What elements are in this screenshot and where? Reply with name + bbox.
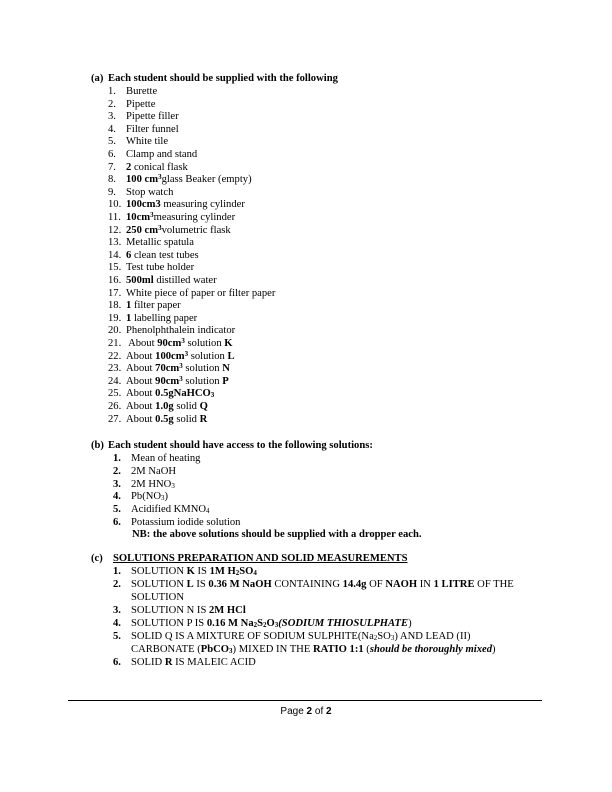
item-bold2: K — [224, 338, 233, 349]
item-text: glass Beaker (empty) — [161, 174, 252, 186]
list-item — [108, 288, 275, 300]
item-text: Metallic spatula — [126, 237, 194, 249]
list-item — [108, 136, 168, 148]
c-item-num: 2. — [113, 579, 121, 590]
item-bold: 100cm3 — [126, 199, 161, 211]
item-number: 6. — [113, 517, 121, 528]
c4-sub2: 2 — [263, 621, 267, 629]
c-item-num: 1. — [113, 566, 121, 577]
c4-sub3: 3 — [274, 621, 279, 629]
footer-page-total: 2 — [326, 706, 332, 717]
list-item — [113, 479, 175, 491]
footer-page-prefix: Page — [280, 706, 307, 717]
footer-rule — [68, 700, 542, 701]
footer-page-number: 2 — [306, 706, 313, 717]
item-text: filter paper — [131, 300, 181, 312]
list-item — [113, 517, 240, 529]
item-text: measuring cylinder — [160, 199, 245, 211]
list-item — [108, 262, 194, 274]
list-item — [108, 363, 230, 375]
item-number: 11. — [108, 212, 121, 223]
c5-line2-c: ) MIXED IN THE — [232, 644, 313, 655]
item-sub: 3 — [210, 391, 215, 400]
list-item — [113, 466, 176, 478]
c-item-5-line2 — [131, 644, 496, 656]
item-text: solid — [173, 401, 200, 412]
c-item-2-line2: SOLUTION — [131, 592, 184, 603]
c1-text-b: K — [186, 566, 195, 577]
item-bold: 0.5gNaHCO — [155, 388, 211, 400]
c3-text-a: SOLUTION N IS — [131, 605, 209, 616]
list-item — [108, 414, 207, 426]
list-item — [113, 453, 200, 465]
item-text: Test tube holder — [126, 262, 195, 274]
list-item — [108, 162, 188, 174]
item-text: Potassium iodide solution — [131, 517, 241, 528]
item-bold2: R — [199, 413, 208, 425]
c-item-num: 5. — [113, 631, 121, 642]
item-bold: 90cm — [157, 338, 182, 349]
c4-text-a: SOLUTION P IS — [131, 618, 207, 629]
item-number: 21. — [108, 338, 122, 349]
item-number: 9. — [108, 186, 116, 198]
c1-text-e: SO — [239, 566, 254, 577]
c6-text-b: R — [164, 657, 173, 668]
item-bold: 6 — [126, 249, 132, 261]
c2-text-c: IS — [193, 579, 209, 590]
c4-text-b: 0.16 M Na — [206, 618, 254, 629]
c2-text-i: IN — [417, 579, 434, 590]
item-text: solution — [182, 363, 223, 375]
c2-text-b: L — [186, 579, 194, 590]
c5-line2-e: ( — [363, 644, 370, 655]
item-sup: 3 — [181, 337, 185, 345]
item-number: 10. — [108, 199, 122, 211]
section-b-label: (b) — [91, 440, 104, 451]
item-text: 2M NaOH — [131, 465, 177, 477]
c5-line2-d: RATIO 1:1 — [312, 644, 364, 655]
page-footer — [0, 706, 612, 717]
item-sup: 3 — [184, 349, 189, 358]
item-text: labelling paper — [131, 312, 198, 324]
item-text: Pipette filler — [126, 111, 179, 123]
c1-sub1: 2 — [235, 569, 240, 577]
item-bold: 500ml — [126, 275, 154, 286]
list-item — [108, 313, 197, 325]
item-text: Acidified KMNO — [131, 504, 207, 516]
c2-text-j: 1 LITRE — [433, 579, 475, 590]
c4-text-e: (SODIUM THIOSULPHATE — [278, 618, 409, 629]
c-item-2 — [113, 579, 514, 591]
c-item-3 — [113, 605, 246, 617]
item-prefix: About — [126, 350, 156, 362]
item-number: 19. — [108, 312, 122, 324]
c2-text-g: OF — [366, 579, 386, 590]
item-number: 12. — [108, 224, 122, 236]
list-item — [108, 212, 235, 224]
item-number: 7. — [108, 161, 116, 173]
section-b-heading: Each student should have access to the following solutions: — [108, 440, 373, 451]
item-number: 13. — [108, 237, 122, 249]
list-item — [108, 237, 194, 249]
item-sup: 3 — [150, 211, 154, 219]
c3-text-b: 2M HCl — [208, 605, 246, 616]
c4-sub1: 2 — [253, 621, 258, 629]
item-text: clean test tubes — [131, 249, 199, 261]
item-text: solution — [182, 375, 223, 387]
item-bold: 2 — [126, 161, 132, 173]
item-bold2: L — [227, 350, 235, 362]
item-number: 27. — [108, 413, 122, 425]
list-item — [108, 86, 157, 98]
item-number: 6. — [108, 149, 116, 160]
list-item — [108, 351, 235, 363]
item-prefix: About — [126, 401, 156, 412]
c5-line2-g: ) — [492, 644, 496, 655]
item-bold: 1 — [126, 300, 132, 312]
list-item — [108, 187, 173, 199]
c4-text-c: S — [257, 618, 264, 629]
item-text: Filter funnel — [126, 123, 179, 135]
item-bold: 250 cm — [126, 224, 159, 236]
item-bold: 0.5g — [155, 413, 174, 425]
section-a-label: (a) — [91, 73, 104, 84]
item-text: volumetric flask — [161, 224, 231, 236]
c2-text-k: OF THE — [474, 579, 514, 590]
item-number: 3. — [113, 478, 121, 490]
c4-text-d: O — [266, 618, 275, 629]
list-item — [108, 111, 179, 123]
c-item-num: 4. — [113, 618, 121, 629]
item-text: Pipette — [126, 98, 156, 110]
item-bold: 100cm — [155, 350, 185, 362]
item-text: measuring cylinder — [153, 212, 236, 223]
item-number: 20. — [108, 325, 122, 337]
c-item-num: 3. — [113, 605, 121, 616]
c1-text-a: SOLUTION — [131, 566, 187, 577]
item-number: 15. — [108, 262, 122, 274]
list-item — [108, 401, 208, 413]
list-item — [108, 99, 155, 111]
section-b-note: NB: the above solutions should be supplied with a dropper each. — [132, 529, 422, 540]
c2-text-a: SOLUTION — [131, 579, 187, 590]
item-bold: 1.0g — [155, 401, 174, 412]
list-item — [108, 275, 217, 287]
item-number: 1. — [108, 86, 116, 97]
item-text: White piece of paper or filter paper — [126, 287, 276, 299]
item-number: 23. — [108, 363, 122, 375]
item-number: 5. — [113, 504, 121, 516]
item-number: 2. — [113, 465, 121, 477]
c-item-num: 6. — [113, 657, 121, 668]
item-sub: 3 — [161, 494, 165, 503]
item-text: Mean of heating — [131, 453, 201, 464]
item-text: Burette — [126, 86, 158, 97]
item-sup: 3 — [158, 223, 162, 232]
item-text: White tile — [126, 136, 169, 148]
item-number: 25. — [108, 388, 122, 400]
item-sub: 3 — [171, 481, 175, 490]
item-text: Stop watch — [126, 186, 174, 198]
section-c-heading: SOLUTIONS PREPARATION AND SOLID MEASUREMENTS — [113, 553, 408, 564]
item-bold: 90cm — [155, 375, 180, 387]
item-text: conical flask — [131, 161, 188, 173]
item-prefix: About — [126, 338, 158, 349]
item-prefix: About — [126, 413, 156, 425]
item-number: 4. — [113, 491, 121, 503]
item-bold: 1 — [126, 312, 132, 324]
item-text: 2M HNO — [131, 478, 172, 490]
item-number: 24. — [108, 375, 122, 387]
c6-text-a: SOLID — [131, 657, 165, 668]
item-number: 1. — [113, 453, 121, 464]
c1-sub2: 4 — [253, 569, 257, 577]
item-sup: 3 — [179, 374, 183, 383]
item-text: distilled water — [153, 275, 217, 286]
item-number: 3. — [108, 111, 116, 123]
list-item — [108, 338, 233, 350]
c5-text-c: ) AND LEAD (II) — [394, 631, 471, 642]
section-a-heading: Each student should be supplied with the following — [108, 73, 338, 84]
item-sub: 4 — [206, 507, 210, 516]
c5-sub3: 3 — [229, 647, 233, 655]
item-sup: 3 — [158, 173, 162, 182]
item-number: 17. — [108, 287, 122, 299]
item-prefix: About — [126, 363, 156, 375]
footer-of: of — [312, 706, 327, 717]
item-text2: ) — [164, 491, 169, 503]
item-bold2: P — [222, 375, 229, 387]
item-text: solution — [188, 350, 228, 362]
c6-text-c: IS MALEIC ACID — [172, 657, 256, 668]
item-text: Clamp and stand — [126, 149, 198, 160]
item-prefix: About — [126, 388, 156, 400]
list-item — [108, 300, 181, 312]
list-item — [108, 325, 235, 337]
c5-line2-f: should be thoroughly mixed — [369, 644, 492, 655]
item-number: 22. — [108, 350, 122, 362]
item-number: 16. — [108, 275, 122, 286]
item-text: Phenolphthalein indicator — [126, 325, 236, 337]
item-bold: 100 cm — [126, 174, 159, 186]
section-c-label: (c) — [91, 553, 103, 564]
item-text: solution — [184, 338, 225, 349]
c1-text-c: IS — [194, 566, 210, 577]
list-item — [108, 199, 245, 211]
c5-line2-a: CARBONATE ( — [131, 644, 201, 655]
list-item — [108, 376, 229, 388]
c-item-4 — [113, 618, 412, 630]
item-number: 26. — [108, 401, 122, 412]
item-number: 5. — [108, 136, 116, 148]
list-item — [113, 491, 168, 503]
c5-text-a: SOLID Q IS A MIXTURE OF SODIUM SULPHITE(Na — [131, 631, 374, 642]
list-item — [108, 388, 214, 400]
c2-text-e: CONTAINING — [271, 579, 343, 590]
c-item-6 — [113, 657, 256, 669]
list-item — [108, 149, 197, 161]
item-number: 14. — [108, 249, 122, 261]
item-bold2: Q — [199, 401, 208, 412]
list-item — [108, 124, 179, 136]
item-number: 8. — [108, 174, 116, 186]
c5-sub1: 2 — [373, 634, 378, 642]
list-item — [113, 504, 210, 516]
item-number: 2. — [108, 98, 116, 110]
list-item — [108, 250, 199, 262]
c-item-1 — [113, 566, 257, 578]
item-number: 18. — [108, 300, 122, 312]
c5-line2-b: PbCO — [200, 644, 230, 655]
c2-text-h: NAOH — [385, 579, 418, 590]
item-bold: 10cm — [126, 212, 151, 223]
c2-text-d: 0.36 M NaOH — [208, 579, 272, 590]
c4-text-f: ) — [408, 618, 412, 629]
item-number: 4. — [108, 123, 116, 135]
item-sup: 3 — [179, 362, 183, 371]
item-text: Pb(NO — [131, 491, 162, 503]
c5-sub2: 3 — [390, 634, 395, 642]
item-text: solid — [173, 413, 200, 425]
c2-text-f: 14.4g — [342, 579, 367, 590]
c1-text-d: 1M H — [209, 566, 236, 577]
item-bold: 70cm — [155, 363, 180, 375]
list-item — [108, 225, 231, 237]
c5-text-b: SO — [377, 631, 391, 642]
c-item-5 — [113, 631, 471, 643]
list-item — [108, 174, 252, 186]
item-bold2: N — [222, 363, 230, 375]
item-prefix: About — [126, 375, 156, 387]
